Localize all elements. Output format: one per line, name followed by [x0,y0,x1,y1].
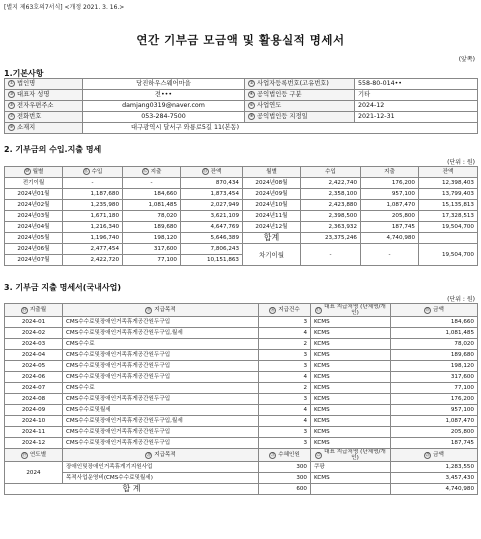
payee-cell: KCMS [311,473,391,484]
info-value: damjang0319@naver.com [83,101,245,112]
detail-row [5,328,478,339]
carry-expense: - [361,244,419,266]
month-cell: 2024년09월 [243,189,301,200]
info-value: 558-80-014•• [355,79,478,90]
address-row [5,123,478,134]
total-income: 23,375,246 [301,233,361,244]
column-header [181,167,243,178]
month-cell: 2024년03월 [5,211,63,222]
month-cell: 2024-03 [5,339,63,350]
header-text: 지출월 [29,307,47,313]
label-text: 공익법인등 구분 [257,91,302,98]
grand-total-amount: 4,740,980 [391,484,478,495]
people-cell: 300 [259,462,311,473]
header-text: 연도별 [29,452,47,458]
count-cell: 3 [259,350,311,361]
item-number: ⑧ [249,113,254,119]
balance-cell: 4,647,769 [181,222,243,233]
detail-row [5,317,478,328]
column-header [311,449,391,462]
income-cell: 1,235,980 [63,200,123,211]
month-cell: 2024-04 [5,350,63,361]
detail-row [5,438,478,449]
label-text: 공익법인등 지정일 [257,113,308,120]
info-label [245,79,355,90]
detail-row [5,361,478,372]
month-cell: 전기이월 [5,178,63,189]
header-text: 지출 [150,169,162,175]
info-value: 당진하우스웨어마을 [83,79,245,90]
expense-cell: 189,680 [123,222,181,233]
header-text: 수입 [325,169,336,175]
expense-cell: 205,800 [361,211,419,222]
amount-cell: 205,800 [391,427,478,438]
item-number: ⑨ [9,124,14,130]
item-number: ⑭ [22,307,27,313]
balance-cell: 19,504,700 [419,222,478,233]
month-row [5,244,478,255]
section3-unit: (단위 : 원) [447,296,475,303]
summary-row [5,473,478,484]
count-cell: 3 [259,394,311,405]
column-header [259,449,311,462]
column-header [243,167,301,178]
header-text: 월별 [32,169,44,175]
amount-cell: 317,600 [391,372,478,383]
income-cell: 1,216,340 [63,222,123,233]
purpose-cell: 목적사업운영비(CMS수수료및월세) [63,473,259,484]
item-number: ⑯ [270,307,275,313]
column-header [311,304,391,317]
info-label [5,101,83,112]
info-label [245,101,355,112]
balance-cell: 1,873,454 [181,189,243,200]
expense-cell: 1,087,470 [361,200,419,211]
purpose-cell: 장애인및장애인거족휴게기지원사업 [63,462,259,473]
item-number: ⑫ [142,169,148,174]
payee-cell: KCMS [311,328,391,339]
column-header [391,449,478,462]
label-text: 전자우편주소 [17,102,54,109]
income-cell: 2,422,720 [63,255,123,266]
balance-cell: 17,328,513 [419,211,478,222]
header-text: 지급건수 [278,307,300,313]
column-header [63,167,123,178]
income-cell: 1,196,740 [63,233,123,244]
summary-header-row [5,449,478,462]
item-number: ⑮ [146,307,151,313]
purpose-cell: CMS수수료및장애인거족휴게공간원두구입 [63,372,259,383]
item-number: ⑱ [425,307,430,313]
count-cell: 2 [259,339,311,350]
income-cell: 2,398,500 [301,211,361,222]
header-text: 금액 [433,452,444,458]
payee-cell: KCMS [311,339,391,350]
count-cell: 2 [259,383,311,394]
item-number: ⑳ [146,452,151,458]
payee-cell: KCMS [311,416,391,427]
header-text: 수혜인원 [278,452,300,458]
detail-row [5,372,478,383]
expense-cell: 317,600 [123,244,181,255]
balance-cell: 13,799,403 [419,189,478,200]
income-cell: 2,358,100 [301,189,361,200]
grand-total-people: 600 [259,484,311,495]
header-text: 금액 [433,307,444,313]
total-label: 합계 [243,233,301,244]
carry-label: 차기이월 [243,244,301,266]
carry-balance: 19,504,700 [419,244,478,266]
column-header [5,449,63,462]
header-text: 잔액 [442,169,454,175]
month-cell: 2024-02 [5,328,63,339]
purpose-cell: CMS수수료및장애인거족휴게공간원두구입 [63,427,259,438]
expense-cell: 176,200 [361,178,419,189]
address-value: 대구광역시 달서구 와룡로5길 11(본동) [83,123,478,134]
amount-cell: 184,660 [391,317,478,328]
purpose-cell: CMS수수료및장애인거족휴게공간원두구입 [63,394,259,405]
item-number: ⑪ [83,169,89,174]
item-number: ⑲ [22,452,27,458]
total-balance-empty [419,233,478,244]
form-number: [별지 제63호의7서식] <개정 2021. 3. 16.> [4,4,125,11]
month-cell: 2024년01월 [5,189,63,200]
amount-cell: 187,745 [391,438,478,449]
payee-cell: KCMS [311,317,391,328]
payee-cell: KCMS [311,427,391,438]
info-label [245,112,355,123]
item-number: ⑬ [202,169,208,174]
expense-cell: 957,100 [361,189,419,200]
label-text: 전화번호 [17,113,42,120]
column-header [123,167,181,178]
month-cell: 2024-10 [5,416,63,427]
payee-cell: KCMS [311,405,391,416]
info-row [5,112,478,123]
balance-cell: 15,135,813 [419,200,478,211]
info-value: 2021-12-31 [355,112,478,123]
basic-info-table [4,78,478,134]
info-value: 053-284-7500 [83,112,245,123]
balance-cell: 2,027,949 [181,200,243,211]
detail-row [5,383,478,394]
purpose-cell: CMS수수료 [63,383,259,394]
year-cell: 2024 [5,462,63,484]
count-cell: 3 [259,438,311,449]
amount-cell: 189,680 [391,350,478,361]
amount-cell: 198,120 [391,361,478,372]
month-cell: 2024년06월 [5,244,63,255]
front-label: (앞쪽) [458,56,475,63]
payee-cell: 쿠팡 [311,462,391,473]
header-row [5,167,478,178]
purpose-cell: CMS수수료및장애인거족휴게공간원두구입,월세 [63,328,259,339]
month-cell: 2024년12월 [243,222,301,233]
balance-cell: 5,646,389 [181,233,243,244]
month-cell: 2024년08월 [243,178,301,189]
column-header [301,167,361,178]
column-header [5,304,63,317]
count-cell: 3 [259,317,311,328]
header-text: 대표 지급처명 (단체명/개인) [324,304,386,316]
count-cell: 4 [259,372,311,383]
column-header [63,304,259,317]
detail-header-row [5,304,478,317]
info-row [5,101,478,112]
summary-total-row [5,484,478,495]
item-number: ㉒ [316,452,321,458]
header-text: 수입 [91,169,103,175]
payee-cell: KCMS [311,372,391,383]
balance-cell: 3,621,109 [181,211,243,222]
amount-cell: 957,100 [391,405,478,416]
section3-title: 3. 기부금 지출 명세서(국내사업) [4,283,122,292]
balance-cell: 10,151,863 [181,255,243,266]
amount-cell: 3,457,430 [391,473,478,484]
item-number: ㉓ [425,452,430,458]
header-text: 월별 [266,169,277,175]
item-number: ㉑ [270,452,275,458]
carry-income: - [301,244,361,266]
info-row [5,79,478,90]
info-label [5,112,83,123]
income-cell: 2,363,932 [301,222,361,233]
expense-cell: 187,745 [361,222,419,233]
income-cell: 1,671,180 [63,211,123,222]
count-cell: 3 [259,427,311,438]
month-cell: 2024-11 [5,427,63,438]
month-cell: 2024-01 [5,317,63,328]
item-number: ⑥ [249,102,254,108]
detail-row [5,427,478,438]
header-text: 대표 지급처명 (단체명/개인) [324,449,386,461]
count-cell: 4 [259,416,311,427]
info-value: 2024-12 [355,101,478,112]
column-header [419,167,478,178]
payee-cell: KCMS [311,394,391,405]
payee-cell: KCMS [311,361,391,372]
expense-cell: - [123,178,181,189]
count-cell: 3 [259,361,311,372]
section1-title: 1.기본사항 [4,69,44,78]
total-expense: 4,740,980 [361,233,419,244]
purpose-cell: CMS수수료및장애인거족휴게공간원두구입 [63,350,259,361]
item-number: ⑩ [25,169,30,174]
purpose-cell: CMS수수료및장애인거족휴게공간원두구입 [63,438,259,449]
item-number: ⑤ [9,102,14,108]
people-cell: 300 [259,473,311,484]
detail-row [5,416,478,427]
income-cell: 2,422,740 [301,178,361,189]
header-text: 지출 [384,169,395,175]
amount-cell: 78,020 [391,339,478,350]
purpose-cell: CMS수수료및장애인거족휴게공간원두구입 [63,317,259,328]
label-text: 사업연도 [257,102,282,109]
month-cell: 2024년07월 [5,255,63,266]
label-text: 법인명 [17,80,36,87]
expense-cell: 78,020 [123,211,181,222]
count-cell: 4 [259,405,311,416]
count-cell: 4 [259,328,311,339]
expense-cell: 77,100 [123,255,181,266]
label-text: 사업자등록번호(고유번호) [257,80,329,87]
header-text: 지급목적 [154,452,176,458]
amount-cell: 77,100 [391,383,478,394]
purpose-cell: CMS수수료및장애인거족휴게공간원두구입,월세 [63,416,259,427]
balance-cell: 7,806,243 [181,244,243,255]
item-number: ② [249,80,254,86]
expense-cell: 184,660 [123,189,181,200]
grand-total-payee-empty [311,484,391,495]
amount-cell: 176,200 [391,394,478,405]
month-cell: 2024-06 [5,372,63,383]
column-header [361,167,419,178]
page-title: 연간 기부금 모금액 및 활용실적 명세서 [136,33,345,47]
month-cell: 2024-07 [5,383,63,394]
income-cell: 2,423,880 [301,200,361,211]
month-row [5,222,478,233]
month-cell: 2024년04월 [5,222,63,233]
item-number: ⑦ [9,113,14,119]
month-row [5,211,478,222]
amount-cell: 1,087,470 [391,416,478,427]
month-cell: 2024-12 [5,438,63,449]
summary-row [5,462,478,473]
month-cell: 2024년10월 [243,200,301,211]
balance-cell: 870,434 [181,178,243,189]
month-cell: 2024-09 [5,405,63,416]
grand-total-label: 합 계 [5,484,259,495]
column-header [5,167,63,178]
column-header [259,304,311,317]
header-text: 잔액 [210,169,222,175]
income-cell: - [63,178,123,189]
label-text: 대표자 성명 [17,91,50,98]
column-header [391,304,478,317]
expense-cell: 198,120 [123,233,181,244]
income-cell: 1,187,680 [63,189,123,200]
item-number: ④ [249,91,254,97]
purpose-cell: CMS수수료및월세 [63,405,259,416]
month-cell: 2024-05 [5,361,63,372]
month-cell: 2024년11월 [243,211,301,222]
month-cell: 2024년02월 [5,200,63,211]
column-header [63,449,259,462]
purpose-cell: CMS수수료및장애인거족휴게공간원두구입 [63,361,259,372]
info-label [5,90,83,101]
section2-unit: (단위 : 원) [447,159,475,166]
info-label [245,90,355,101]
payee-cell: KCMS [311,383,391,394]
month-row [5,200,478,211]
month-row [5,178,478,189]
purpose-cell: CMS수수료 [63,339,259,350]
payee-cell: KCMS [311,350,391,361]
item-number: ⑰ [316,307,321,313]
amount-cell: 1,081,485 [391,328,478,339]
detail-row [5,339,478,350]
header-text: 지급목적 [154,307,176,313]
expense-detail-table [4,303,478,495]
expense-cell: 1,081,485 [123,200,181,211]
section2-title: 2. 기부금의 수입.지출 명세 [4,145,102,154]
address-label [5,123,83,134]
detail-row [5,394,478,405]
detail-row [5,350,478,361]
month-row [5,233,478,244]
payee-cell: KCMS [311,438,391,449]
label-text: 소재지 [17,124,36,131]
info-value: 기타 [355,90,478,101]
info-label [5,79,83,90]
month-cell: 2024년05월 [5,233,63,244]
info-value: 전••• [83,90,245,101]
amount-cell: 1,283,550 [391,462,478,473]
month-cell: 2024-08 [5,394,63,405]
balance-cell: 12,398,403 [419,178,478,189]
month-row [5,189,478,200]
item-number: ① [9,80,14,86]
detail-row [5,405,478,416]
income-cell: 2,477,454 [63,244,123,255]
item-number: ③ [9,91,14,97]
info-row [5,90,478,101]
income-expense-table [4,166,478,266]
